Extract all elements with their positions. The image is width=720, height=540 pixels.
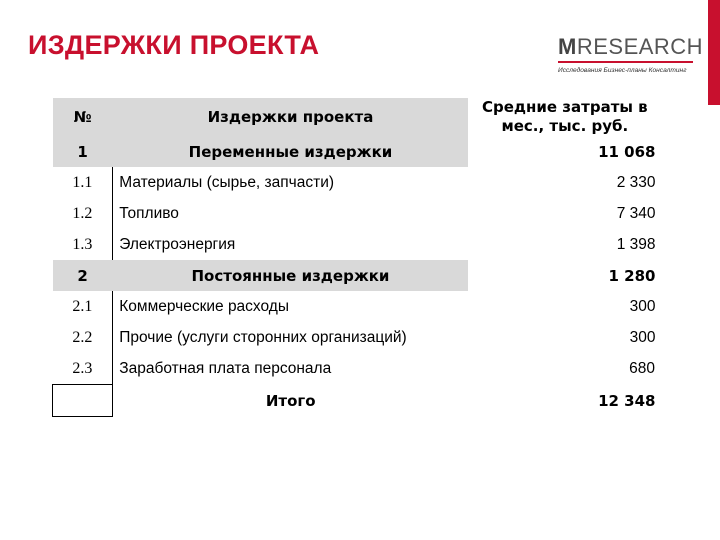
table-row [53, 260, 662, 291]
row-value: 1 398 [468, 229, 661, 260]
row-value: 7 340 [468, 198, 661, 229]
row-name: Переменные издержки [113, 136, 468, 167]
table-row [53, 353, 662, 385]
row-number: 1 [53, 136, 113, 167]
table-row [53, 291, 662, 322]
slide-title: ИЗДЕРЖКИ ПРОЕКТА [28, 30, 320, 60]
header-avg-cost: Средние затраты в мес., тыс. руб. [468, 98, 661, 136]
header-cost-name: Издержки проекта [113, 98, 468, 136]
row-number: 2 [53, 260, 113, 291]
row-value: 300 [468, 322, 661, 353]
row-value: 1 280 [468, 260, 661, 291]
table-row [53, 167, 662, 198]
table-header-row [53, 98, 662, 136]
table-row [53, 198, 662, 229]
row-value: 300 [468, 291, 661, 322]
header-number: № [53, 98, 113, 136]
row-name: Топливо [113, 198, 468, 229]
logo-m: M [558, 34, 577, 59]
logo-underline [558, 61, 693, 63]
table-row [53, 229, 662, 260]
row-name: Материалы (сырье, запчасти) [113, 167, 468, 198]
total-label: Итого [113, 385, 468, 417]
row-number: 1.2 [53, 198, 113, 229]
row-number: 1.1 [53, 167, 113, 198]
project-costs-table [52, 98, 662, 417]
row-number: 1.3 [53, 229, 113, 260]
table-total-row [53, 385, 662, 417]
total-value: 12 348 [468, 385, 661, 417]
row-name: Коммерческие расходы [113, 291, 468, 322]
row-value: 11 068 [468, 136, 661, 167]
logo-research: RESEARCH [576, 34, 704, 59]
total-empty-cell [53, 385, 113, 417]
row-name: Постоянные издержки [113, 260, 468, 291]
table-row [53, 322, 662, 353]
mresearch-logo [558, 34, 704, 74]
row-number: 2.1 [53, 291, 113, 322]
row-name: Заработная плата персонала [113, 353, 468, 385]
logo-wordmark [558, 34, 704, 59]
row-value: 680 [468, 353, 661, 385]
row-value: 2 330 [468, 167, 661, 198]
row-name: Электроэнергия [113, 229, 468, 260]
table-row [53, 136, 662, 167]
row-number: 2.3 [53, 353, 113, 385]
row-number: 2.2 [53, 322, 113, 353]
accent-side-bar [708, 0, 720, 105]
row-name: Прочие (услуги сторонних организаций) [113, 322, 468, 353]
logo-tagline: Исследования Бизнес-планы Консалтинг [558, 67, 687, 74]
